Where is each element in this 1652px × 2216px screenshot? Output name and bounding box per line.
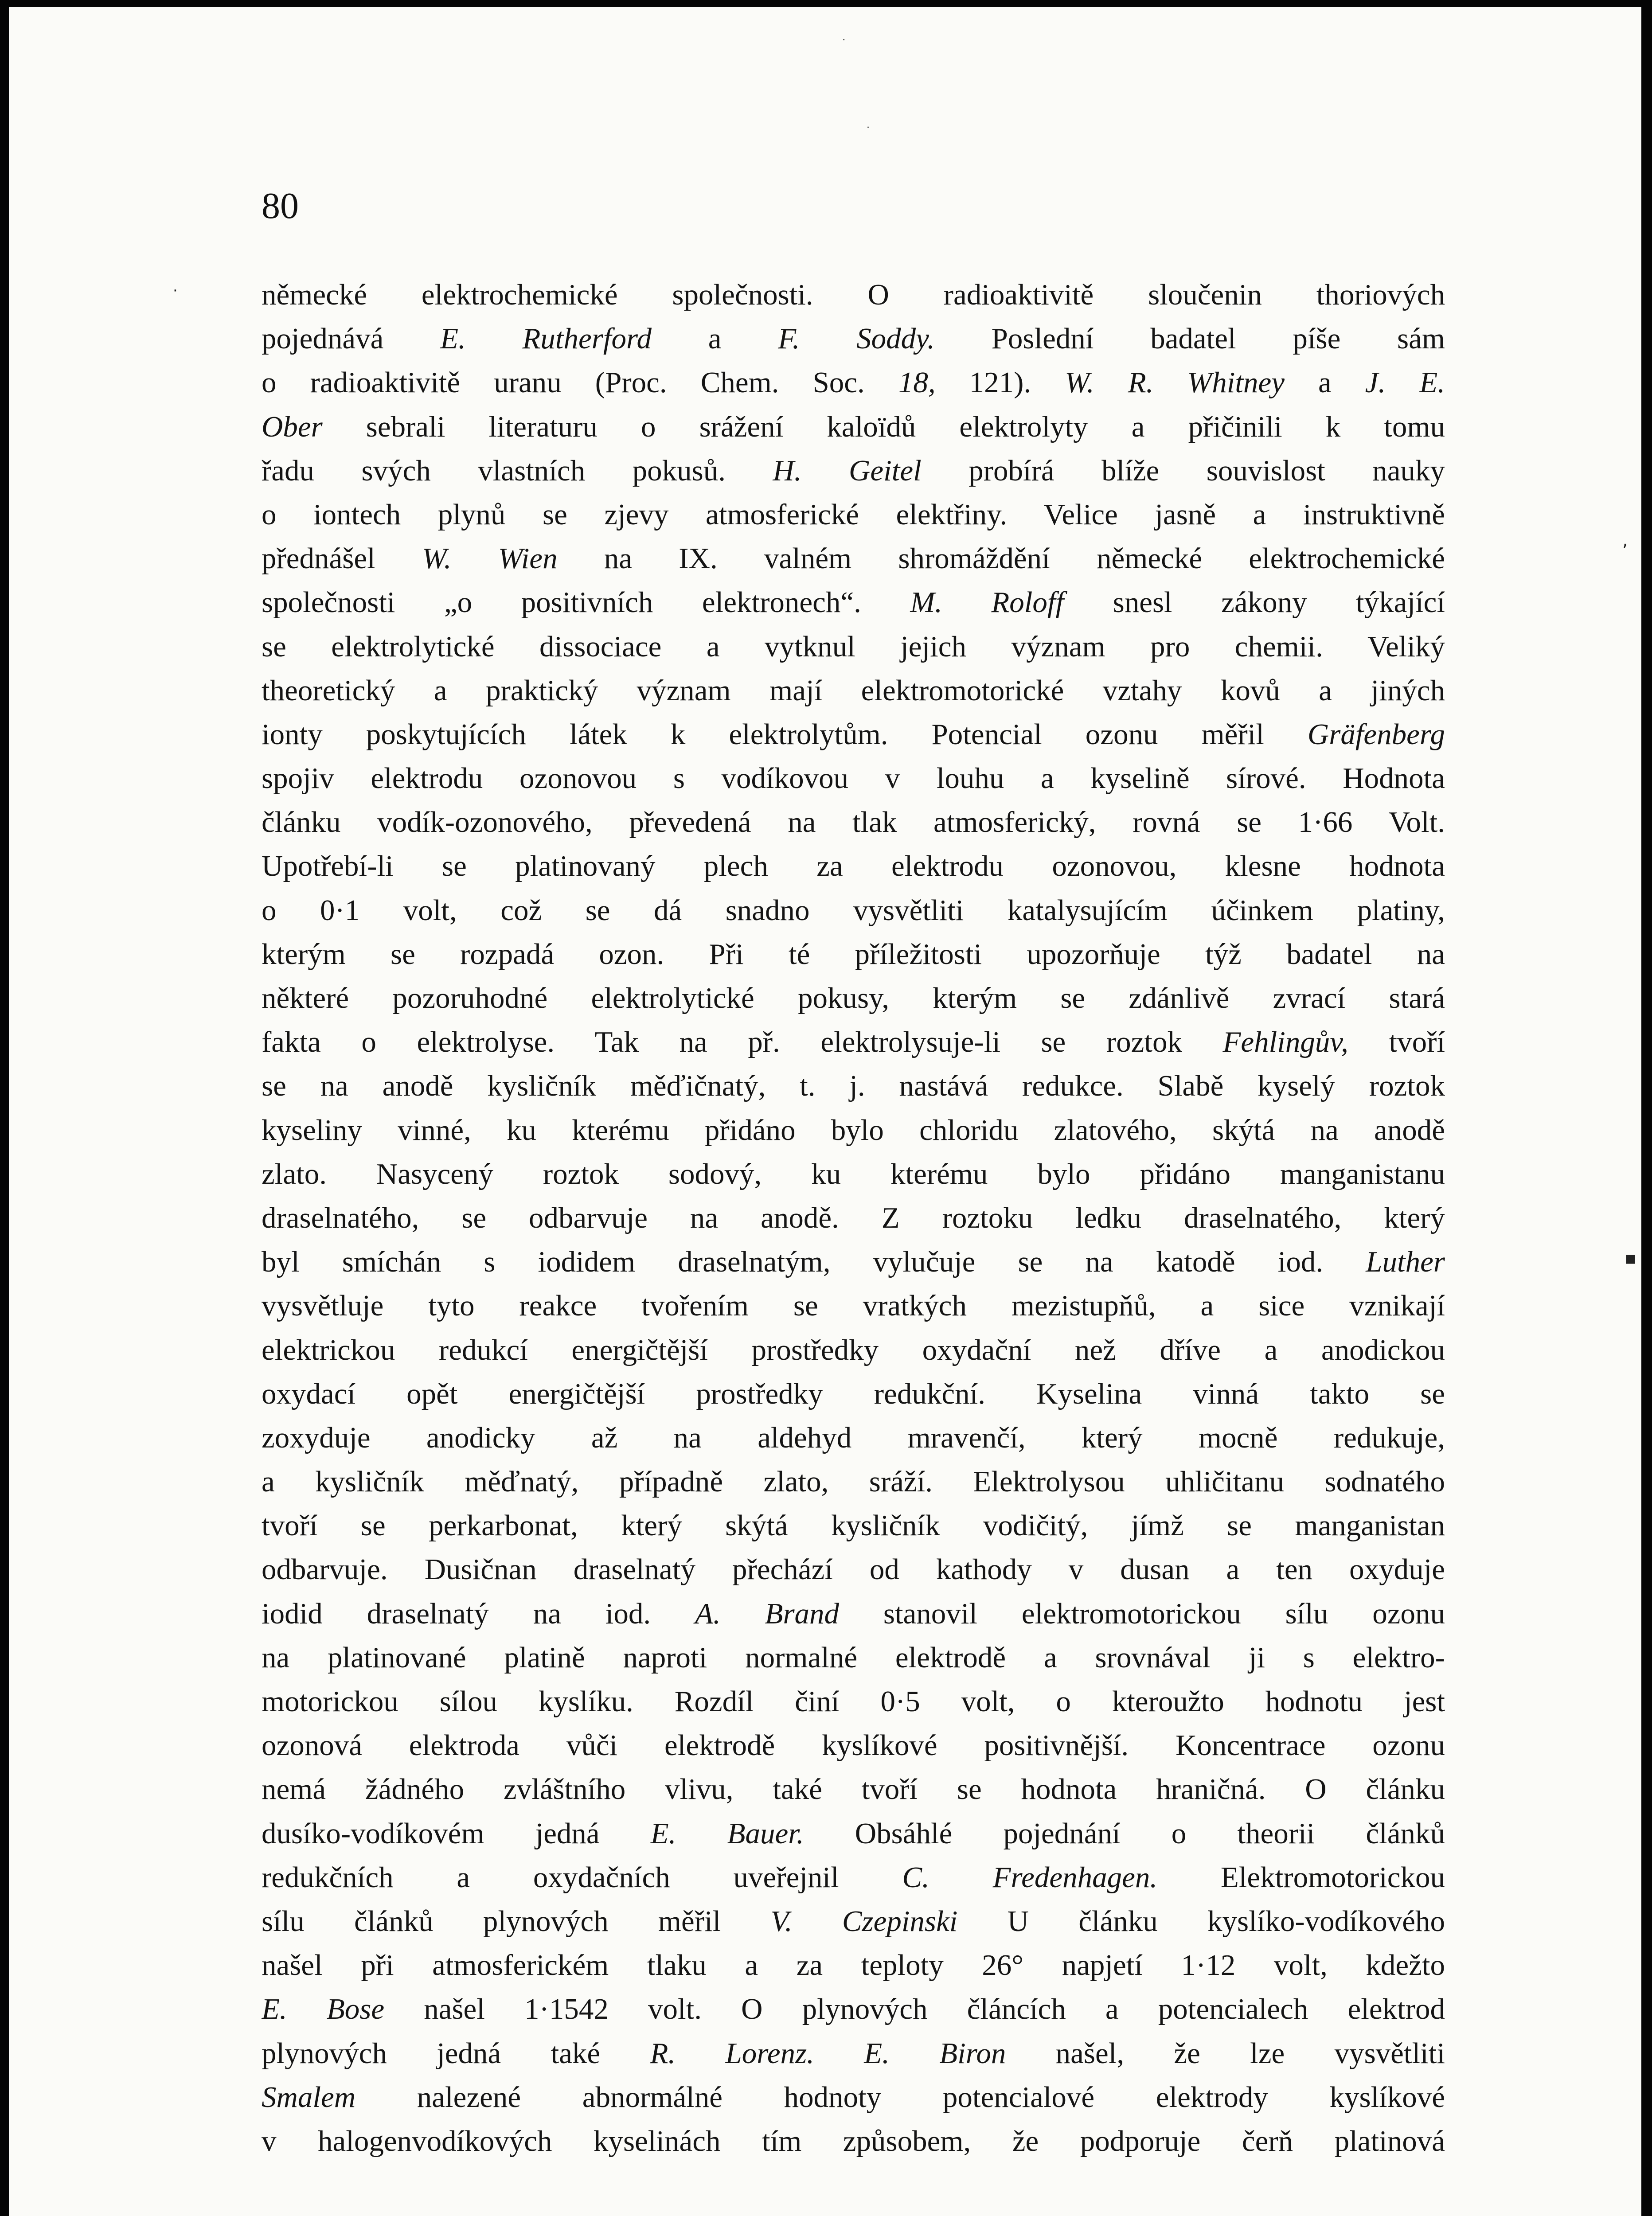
text-line xyxy=(262,1767,1445,1811)
text-line xyxy=(262,1152,1445,1196)
text-line xyxy=(262,1416,1445,1460)
text-segment: motorickou sílou kyslíku. Rozdíl činí 0·5 volt, o kteroužto hodnotu jest xyxy=(262,1685,1445,1718)
text-segment: dusíko-vodíkovém jedná xyxy=(262,1817,651,1850)
scan-speck: · xyxy=(173,282,178,300)
italic-name: E. Bauer. xyxy=(650,1817,804,1850)
text-line xyxy=(262,1284,1445,1328)
text-line xyxy=(262,800,1445,844)
text-line xyxy=(262,449,1445,493)
text-line xyxy=(262,1240,1445,1284)
text-line xyxy=(262,1196,1445,1240)
text-segment: se elektrolytické dissociace a vytknul jejich význam pro chemii. Veliký xyxy=(262,630,1445,663)
text-line xyxy=(262,1372,1445,1416)
text-line xyxy=(262,889,1445,932)
body-text xyxy=(262,273,1445,2163)
text-line xyxy=(262,2032,1445,2076)
text-segment: tvoří xyxy=(1348,1026,1445,1059)
italic-name: E. Bose xyxy=(262,1993,385,2026)
text-segment: stanovil elektromotorickou sílu ozonu xyxy=(839,1597,1445,1630)
text-segment: kyseliny vinné, ku kterému přidáno bylo chloridu zlatového, skýtá na anodě xyxy=(262,1113,1445,1147)
text-segment: spojiv elektrodu ozonovou s vodíkovou v louhu a kyselině sírové. Hodnota xyxy=(262,762,1445,795)
italic-name: Smalem xyxy=(262,2080,356,2114)
text-segment: a kysličník měďnatý, případně zlato, sráží. Elektrolysou uhličitanu sodnatého xyxy=(262,1465,1445,1498)
italic-name: C. Fredenhagen. xyxy=(902,1861,1158,1894)
page-number: 80 xyxy=(262,185,299,226)
text-line xyxy=(262,1943,1445,1987)
text-segment: plynových jedná také xyxy=(262,2037,650,2070)
italic-name: Fehlingův, xyxy=(1222,1026,1348,1059)
text-segment: pojednává xyxy=(262,322,441,355)
text-line xyxy=(262,1504,1445,1548)
text-segment: zlato. Nasycený roztok sodový, ku kterému bylo přidáno manganistanu xyxy=(262,1157,1445,1190)
text-line xyxy=(262,1020,1445,1064)
text-line xyxy=(262,669,1445,713)
text-segment: oxydací opět energičtější prostředky redukční. Kyselina vinná takto se xyxy=(262,1377,1445,1410)
text-segment: sebrali literaturu o srážení kaloïdů elektrolyty a přičinili k tomu xyxy=(322,410,1445,443)
italic-name: M. Roloff xyxy=(910,586,1064,619)
text-segment: článku vodík-ozonového, převedená na tlak atmosferický, rovná se 1·66 Volt. xyxy=(262,806,1445,839)
text-segment: a xyxy=(1284,366,1365,399)
scan-speck: · xyxy=(867,122,870,133)
text-line xyxy=(262,361,1445,405)
text-segment: vysvětluje tyto reakce tvořením se vratkých mezistupňů, a sice vznikají xyxy=(262,1289,1445,1323)
scan-speck: · xyxy=(842,34,846,46)
text-segment: v halogenvodíkových kyselinách tím způsobem, že podporuje čerň platinová xyxy=(262,2124,1445,2157)
text-segment: některé pozoruhodné elektrolytické pokusy, kterým se zdánlivě zvrací stará xyxy=(262,982,1445,1014)
scan-speck: ▪ xyxy=(1625,1248,1637,1268)
text-segment: německé elektrochemické společnosti. O radioaktivitě sloučenin thoriových xyxy=(262,278,1445,311)
text-segment: nemá žádného zvláštního vlivu, také tvoří se hodnota hraničná. O článku xyxy=(262,1773,1445,1806)
text-segment: tvoří se perkarbonat, který skýtá kysličník vodičitý, jímž se manganistan xyxy=(262,1509,1445,1542)
italic-name: E. Rutherford xyxy=(440,322,652,355)
italic-name: R. Lorenz. E. Biron xyxy=(650,2037,1006,2070)
text-segment: o 0·1 volt, což se dá snadno vysvětliti katalysujícím účinkem platiny, xyxy=(262,893,1445,927)
text-line xyxy=(262,932,1445,976)
text-line xyxy=(262,1900,1445,1943)
text-segment: o iontech plynů se zjevy atmosferické elektřiny. Velice jasně a instruktivně xyxy=(262,498,1445,531)
text-segment: našel při atmosferickém tlaku a za teploty 26° napjetí 1·12 volt, kdežto xyxy=(262,1949,1445,1982)
text-line xyxy=(262,1812,1445,1856)
text-segment: na platinované platině naproti normalné elektrodě a srovnával ji s elektro- xyxy=(262,1641,1445,1674)
text-segment: probírá blíže souvislost nauky xyxy=(921,454,1445,487)
text-line xyxy=(262,273,1445,317)
text-line xyxy=(262,2076,1445,2119)
text-segment: odbarvuje. Dusičnan draselnatý přechází od kathody v dusan a ten oxyduje xyxy=(262,1553,1445,1586)
italic-name: A. Brand xyxy=(695,1597,840,1630)
text-line xyxy=(262,493,1445,537)
text-line xyxy=(262,1636,1445,1680)
text-segment: se na anodě kysličník měďičnatý, t. j. nastává redukce. Slabě kyselý roztok xyxy=(262,1069,1445,1103)
text-segment: přednášel xyxy=(262,542,422,575)
italic-name: W. Wien xyxy=(422,542,558,575)
text-line xyxy=(262,1592,1445,1636)
text-line xyxy=(262,1680,1445,1724)
italic-name: V. Czepinski xyxy=(770,1904,958,1938)
text-segment: snesl zákony týkající xyxy=(1064,586,1445,619)
text-segment: Upotřebí-li se platinovaný plech za elektrodu ozonovou, klesne hodnota xyxy=(262,850,1445,883)
text-segment: o radioaktivitě uranu (Proc. Chem. Soc. xyxy=(262,366,898,399)
text-segment: iodid draselnatý na iod. xyxy=(262,1597,695,1630)
italic-name: F. Soddy. xyxy=(778,322,935,355)
text-segment: elektrickou redukcí energičtější prostředky oxydační než dříve a anodickou xyxy=(262,1333,1445,1366)
text-segment: 121). xyxy=(935,366,1065,399)
text-line xyxy=(262,581,1445,624)
italic-name: 18, xyxy=(898,366,936,399)
text-segment: U článku kyslíko-vodíkového xyxy=(957,1904,1445,1938)
text-segment: theoretický a praktický význam mají elektromotorické vztahy kovů a jiných xyxy=(262,674,1445,707)
text-segment: byl smíchán s iodidem draselnatým, vylučuje se na katodě iod. xyxy=(262,1245,1366,1279)
text-segment: Poslední badatel píše sám xyxy=(934,322,1445,355)
text-segment: zoxyduje anodicky až na aldehyd mravenčí, který mocně redukuje, xyxy=(262,1421,1445,1454)
text-line xyxy=(262,1987,1445,2031)
italic-name: Ober xyxy=(262,410,323,443)
text-segment: našel 1·1542 volt. O plynových článcích a potencialech elektrod xyxy=(384,1993,1445,2026)
text-line xyxy=(262,2119,1445,2163)
text-line xyxy=(262,1724,1445,1767)
text-line xyxy=(262,1328,1445,1372)
text-line xyxy=(262,1460,1445,1504)
italic-name: Luther xyxy=(1366,1245,1445,1279)
text-segment: na IX. valném shromáždění německé elektrochemické xyxy=(557,542,1445,575)
text-line xyxy=(262,713,1445,757)
scan-speck: , xyxy=(1622,530,1628,550)
text-segment: a xyxy=(652,322,778,355)
italic-name: W. R. Whitney xyxy=(1065,366,1285,399)
text-segment: našel, že lze vysvětliti xyxy=(1006,2037,1445,2070)
text-line xyxy=(262,537,1445,581)
text-segment: řadu svých vlastních pokusů. xyxy=(262,454,773,487)
text-line xyxy=(262,625,1445,669)
text-line xyxy=(262,1856,1445,1900)
italic-name: Gräfenberg xyxy=(1307,718,1445,751)
text-line xyxy=(262,1548,1445,1592)
text-line xyxy=(262,405,1445,449)
text-segment: společnosti „o positivních elektronech“. xyxy=(262,586,910,619)
text-segment: Obsáhlé pojednání o theorii článků xyxy=(804,1817,1445,1850)
text-line xyxy=(262,317,1445,361)
text-segment: nalezené abnormálné hodnoty potencialové elektrody kyslíkové xyxy=(355,2080,1445,2114)
text-segment: ionty poskytujících látek k elektrolytům. Potencial ozonu měřil xyxy=(262,718,1308,751)
text-segment: sílu článků plynových měřil xyxy=(262,1904,771,1938)
text-line xyxy=(262,976,1445,1020)
text-segment: draselnatého, se odbarvuje na anodě. Z roztoku ledku draselnatého, který xyxy=(262,1201,1445,1234)
text-line xyxy=(262,1064,1445,1108)
italic-name: H. Geitel xyxy=(773,454,922,487)
scanned-page xyxy=(9,7,1641,2216)
text-segment: kterým se rozpadá ozon. Při té příležitosti upozorňuje týž badatel na xyxy=(262,937,1445,971)
text-line xyxy=(262,757,1445,800)
italic-name: J. E. xyxy=(1365,366,1445,399)
text-line xyxy=(262,1108,1445,1152)
text-segment: redukčních a oxydačních uveřejnil xyxy=(262,1861,902,1894)
text-line xyxy=(262,844,1445,888)
text-segment: ozonová elektroda vůči elektrodě kyslíkové positivnější. Koncentrace ozonu xyxy=(262,1729,1445,1762)
text-segment: fakta o elektrolyse. Tak na př. elektrolysuje-li se roztok xyxy=(262,1026,1223,1059)
text-segment: Elektromotorickou xyxy=(1157,1861,1445,1894)
